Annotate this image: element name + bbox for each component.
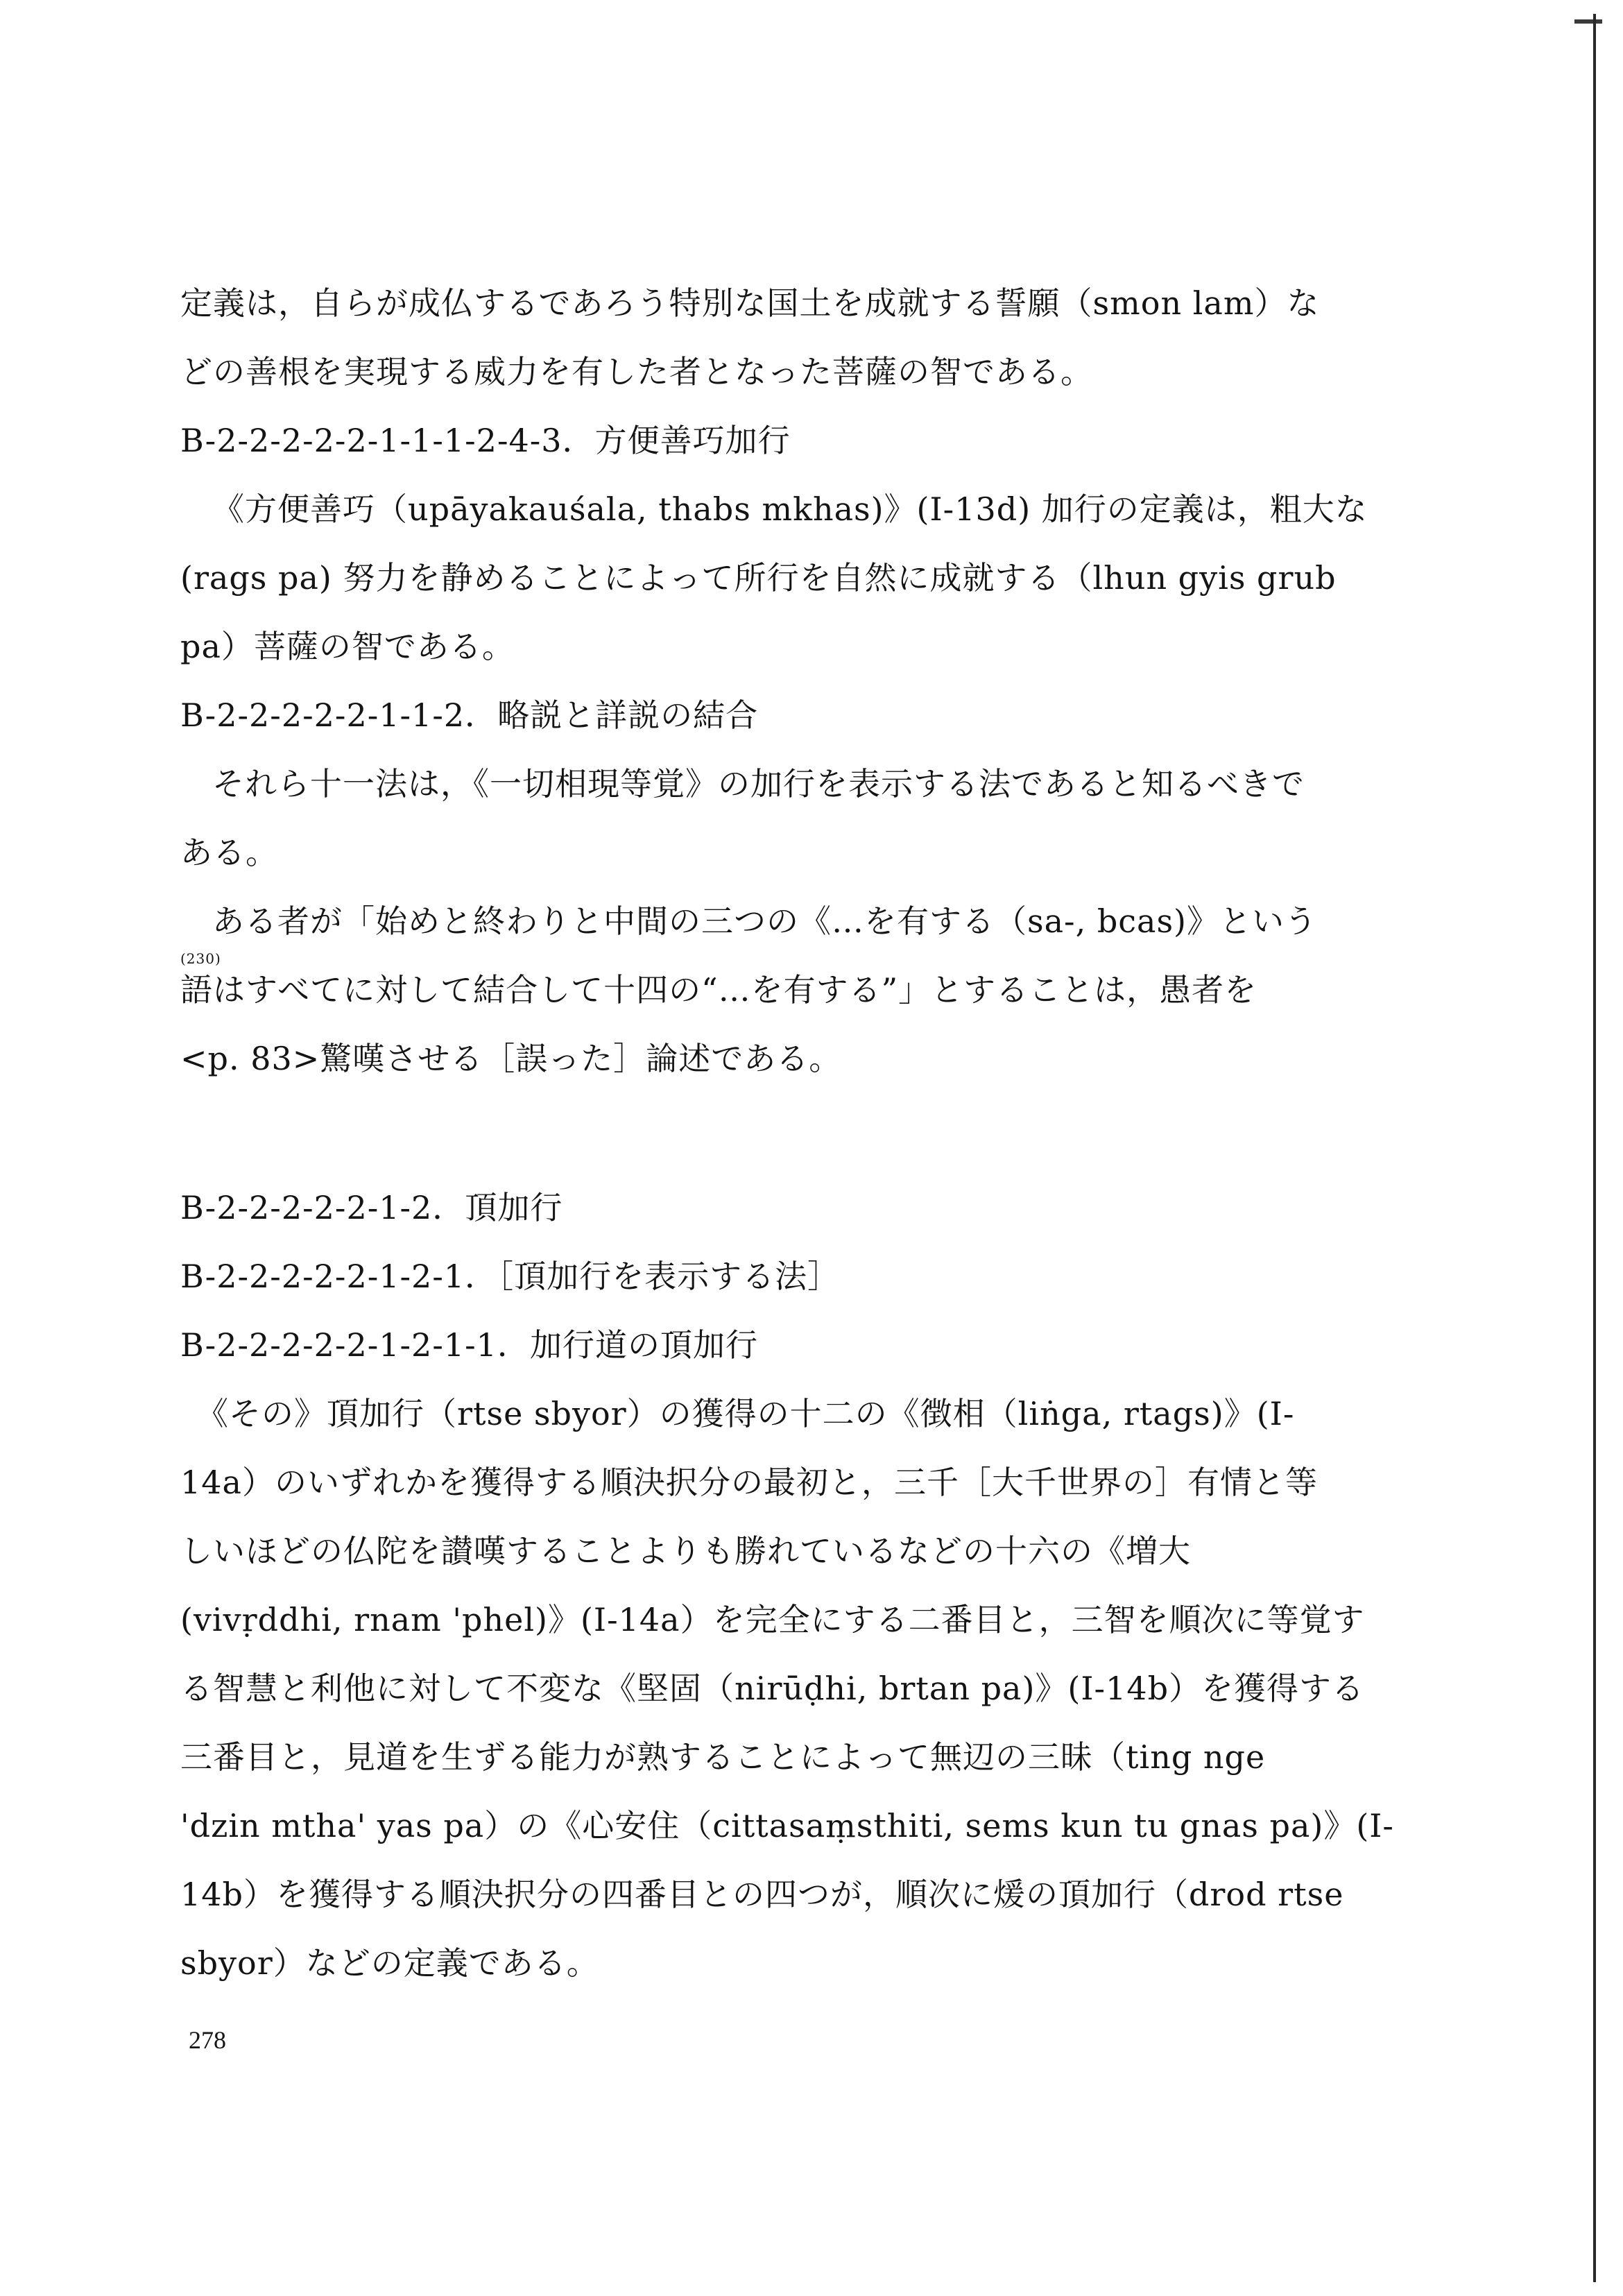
text-line: る智慧と利他に対して不変な《堅固（nirūḍhi, brtan pa)》(I-14b）を獲得する	[180, 1670, 1365, 1707]
page-edge-top	[1574, 19, 1602, 24]
body-text	[180, 269, 1415, 1998]
text-line: (rags pa) 努力を静めることによって所行を自然に成就する（lhun gyis grub	[180, 559, 1337, 597]
text-line: 定義は，自らが成仏するであろう特別な国土を成就する誓願（smon lam）な	[180, 284, 1320, 322]
text-line: しいほどの仏陀を讃嘆することよりも勝れているなどの十六の《増大	[180, 1532, 1191, 1570]
text-line-with-note	[180, 950, 1415, 1025]
text-line: 《その》頂加行（rtse sbyor）の獲得の十二の《徴相（liṅga, rtags)》(I-	[196, 1395, 1295, 1432]
section-heading: B-2-2-2-2-2-1-1-2．略説と詳説の結合	[180, 696, 759, 734]
text-line: 14b）を獲得する順決択分の四番目との四つが，順次に煖の頂加行（drod rtse	[180, 1876, 1344, 1913]
page-number: 278	[189, 2026, 226, 2054]
text-line: 語はすべてに対して結合して十四の“…を有する”」とすることは，愚者を	[180, 971, 1257, 1009]
section-heading: B-2-2-2-2-2-1-2．頂加行	[180, 1189, 563, 1226]
text-line: 'dzin mtha' yas pa）の《心安住（cittasaṃsthiti, sems kun tu gnas pa)》(I-	[180, 1807, 1394, 1844]
text-line: ある。	[180, 834, 278, 871]
text-line: sbyor）などの定義である。	[180, 1944, 599, 1982]
footnote-marker: (230)	[180, 950, 221, 967]
section-heading: B-2-2-2-2-2-1-2-1．［頂加行を表示する法］	[180, 1258, 841, 1295]
text-line: <p. 83>驚嘆させる［誤った］論述である。	[180, 1040, 842, 1077]
text-line: 《方便善巧（upāyakauśala, thabs mkhas)》(I-13d) 加行の定義は，粗大な	[212, 490, 1368, 528]
paragraph-gap	[180, 1093, 1415, 1174]
text-line: 14a）のいずれかを獲得する順決択分の最初と，三千［大千世界の］有情と等	[180, 1464, 1318, 1501]
text-line: pa）菩薩の智である。	[180, 628, 515, 665]
text-line: どの善根を実現する威力を有した者となった菩薩の智である。	[180, 353, 1093, 391]
text-line: ある者が「始めと終わりと中間の三つの《…を有する（sa-, bcas)》という	[212, 902, 1318, 940]
text-line: 三番目と，見道を生ずる能力が熟することによって無辺の三昧（ting nge	[180, 1738, 1266, 1776]
text-line: それら十一法は，《一切相現等覚》の加行を表示する法であると知るべきで	[212, 765, 1305, 803]
section-heading: B-2-2-2-2-2-1-1-1-2-4-3．方便善巧加行	[180, 422, 791, 459]
text-line: (vivṛddhi, rnam 'phel)》(I-14a）を完全にする二番目と，三智を順次に等覚す	[180, 1601, 1365, 1638]
section-heading: B-2-2-2-2-2-1-2-1-1．加行道の頂加行	[180, 1326, 758, 1364]
page-edge	[1593, 14, 1596, 2282]
